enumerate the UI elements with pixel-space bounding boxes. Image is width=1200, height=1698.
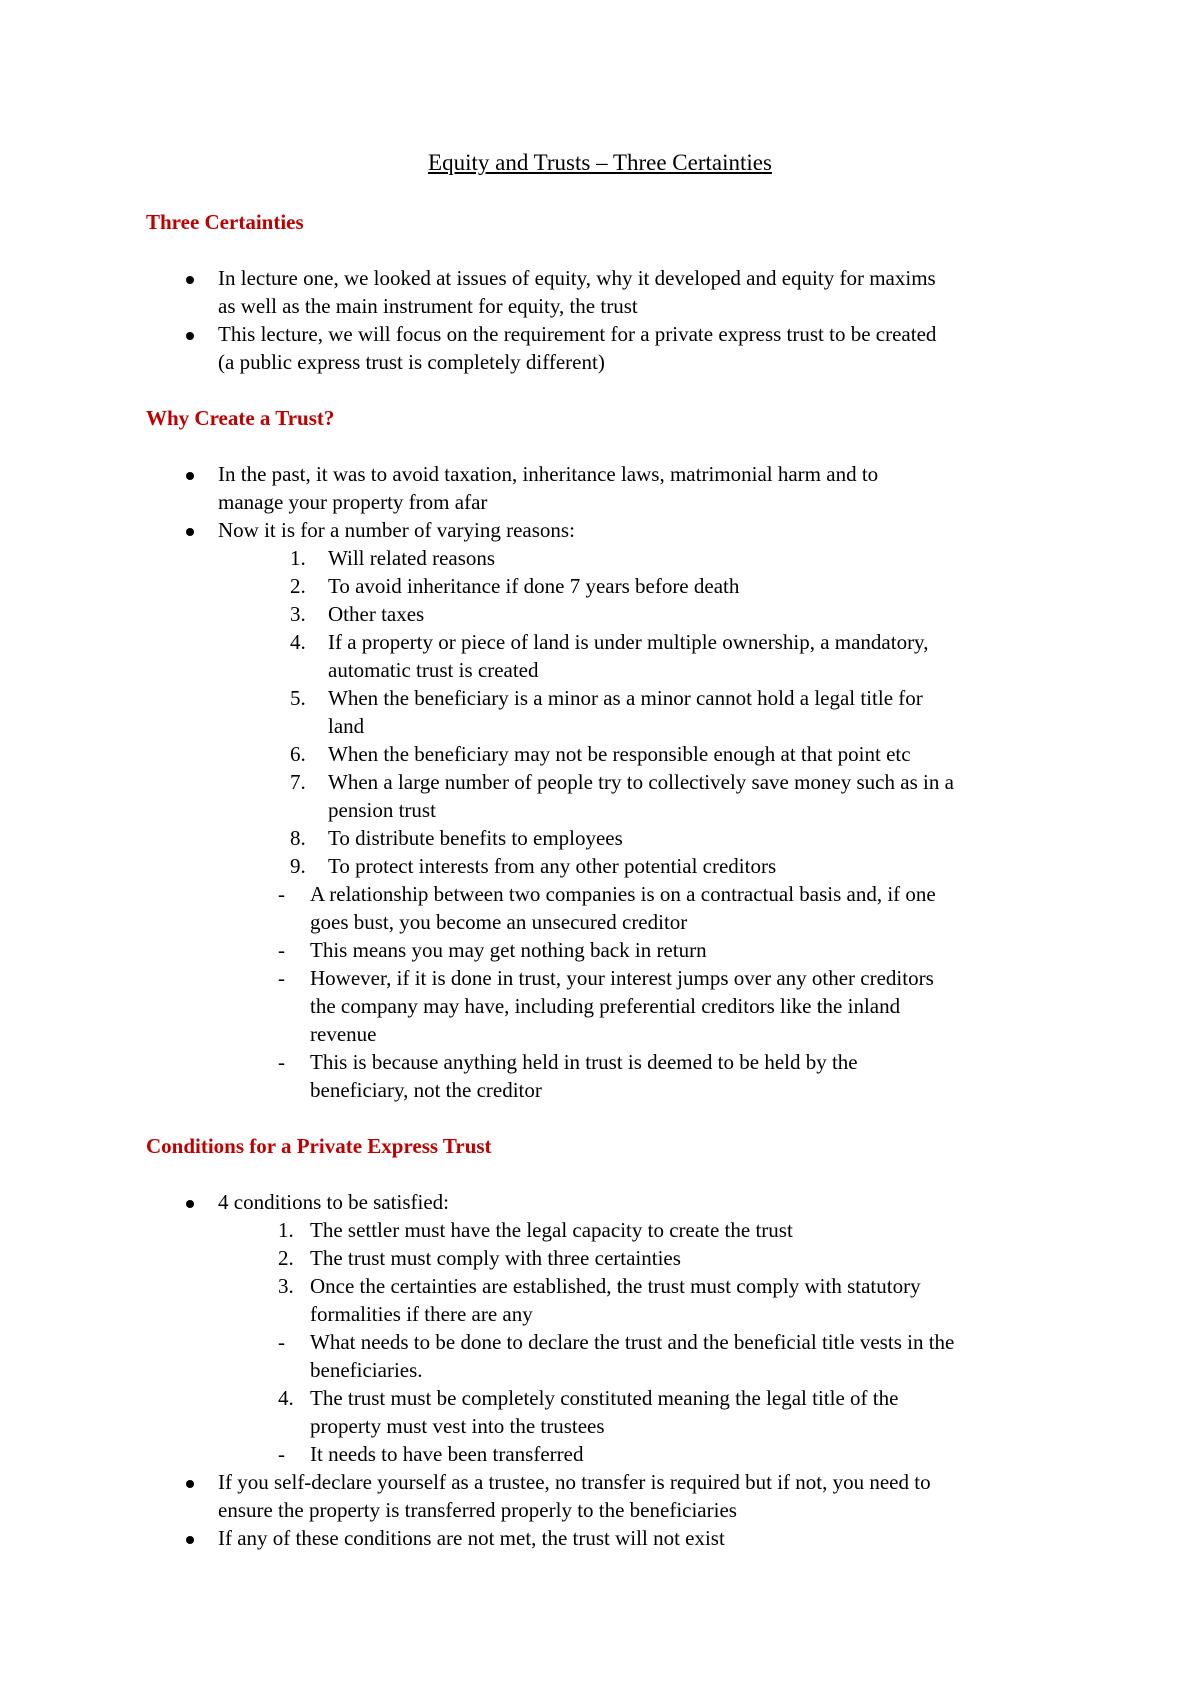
- list-item: A relationship between two companies is on a contractual basis and, if one: [310, 882, 936, 906]
- section-heading-why-create-trust: Why Create a Trust?: [146, 406, 335, 430]
- bullet-text: 4 conditions to be satisfied:: [218, 1190, 449, 1214]
- list-item: When the beneficiary may not be responsible enough at that point etc: [328, 742, 911, 766]
- list-number: 3.: [278, 1274, 294, 1298]
- list-item: This means you may get nothing back in return: [310, 938, 707, 962]
- bullet-icon: [186, 1480, 194, 1488]
- list-number: 1.: [278, 1218, 294, 1242]
- dash-marker: -: [278, 938, 285, 962]
- bullet-icon: [186, 1200, 194, 1208]
- bullet-icon: [186, 1536, 194, 1544]
- list-item: Will related reasons: [328, 546, 496, 570]
- list-number: 6.: [290, 742, 306, 766]
- list-item: When a large number of people try to collectively save money such as in a: [328, 770, 954, 794]
- list-number: 9.: [290, 854, 306, 878]
- list-number: 4.: [278, 1386, 294, 1410]
- list-number: 1.: [290, 546, 306, 570]
- bullet-icon: [186, 472, 194, 480]
- list-item: Once the certainties are established, the trust must comply with statutory: [310, 1274, 921, 1298]
- dash-marker: -: [278, 1050, 285, 1074]
- list-number: 5.: [290, 686, 306, 710]
- bullet-text: If any of these conditions are not met, the trust will not exist: [218, 1526, 725, 1550]
- dash-marker: -: [278, 882, 285, 906]
- list-item: However, if it is done in trust, your interest jumps over any other creditors: [310, 966, 934, 990]
- list-number: 7.: [290, 770, 306, 794]
- list-number: 2.: [278, 1246, 294, 1270]
- list-item: When the beneficiary is a minor as a minor cannot hold a legal title for: [328, 686, 923, 710]
- list-item: It needs to have been transferred: [310, 1442, 584, 1466]
- list-number: 3.: [290, 602, 306, 626]
- bullet-text: as well as the main instrument for equity, the trust: [218, 294, 638, 318]
- list-item: land: [328, 714, 365, 738]
- list-item: The trust must be completely constituted meaning the legal title of the: [310, 1386, 899, 1410]
- list-item: The settler must have the legal capacity to create the trust: [310, 1218, 793, 1242]
- section-heading-three-certainties: Three Certainties: [146, 210, 304, 234]
- dash-marker: -: [278, 1330, 285, 1354]
- bullet-icon: [186, 276, 194, 284]
- list-item: To distribute benefits to employees: [328, 826, 623, 850]
- bullet-text: Now it is for a number of varying reasons:: [218, 518, 575, 542]
- list-number: 8.: [290, 826, 306, 850]
- bullet-text: (a public express trust is completely different): [218, 350, 605, 374]
- list-item: revenue: [310, 1022, 377, 1046]
- bullet-text: If you self-declare yourself as a trustee, no transfer is required but if not, you need to: [218, 1470, 931, 1494]
- section-heading-conditions: Conditions for a Private Express Trust: [146, 1134, 492, 1158]
- list-item: beneficiaries.: [310, 1358, 423, 1382]
- list-item: property must vest into the trustees: [310, 1414, 605, 1438]
- bullet-text: This lecture, we will focus on the requirement for a private express trust to be created: [218, 322, 937, 346]
- list-item: This is because anything held in trust is deemed to be held by the: [310, 1050, 858, 1074]
- list-item: To avoid inheritance if done 7 years before death: [328, 574, 740, 598]
- page-title: Equity and Trusts – Three Certainties: [428, 150, 772, 175]
- list-number: 4.: [290, 630, 306, 654]
- list-item: automatic trust is created: [328, 658, 539, 682]
- list-item: goes bust, you become an unsecured creditor: [310, 910, 688, 934]
- list-item: beneficiary, not the creditor: [310, 1078, 542, 1102]
- bullet-text: In lecture one, we looked at issues of equity, why it developed and equity for maxims: [218, 266, 936, 290]
- list-item: Other taxes: [328, 602, 425, 626]
- dash-marker: -: [278, 1442, 285, 1466]
- bullet-text: manage your property from afar: [218, 490, 488, 514]
- list-item: formalities if there are any: [310, 1302, 533, 1326]
- list-item: To protect interests from any other potential creditors: [328, 854, 777, 878]
- list-item: The trust must comply with three certainties: [310, 1246, 681, 1270]
- list-item: the company may have, including preferential creditors like the inland: [310, 994, 901, 1018]
- list-item: pension trust: [328, 798, 436, 822]
- bullet-text: In the past, it was to avoid taxation, inheritance laws, matrimonial harm and to: [218, 462, 879, 486]
- bullet-text: ensure the property is transferred properly to the beneficiaries: [218, 1498, 737, 1522]
- list-item: If a property or piece of land is under multiple ownership, a mandatory,: [328, 630, 929, 654]
- bullet-icon: [186, 332, 194, 340]
- list-item: What needs to be done to declare the trust and the beneficial title vests in the: [310, 1330, 955, 1354]
- list-number: 2.: [290, 574, 306, 598]
- dash-marker: -: [278, 966, 285, 990]
- bullet-icon: [186, 528, 194, 536]
